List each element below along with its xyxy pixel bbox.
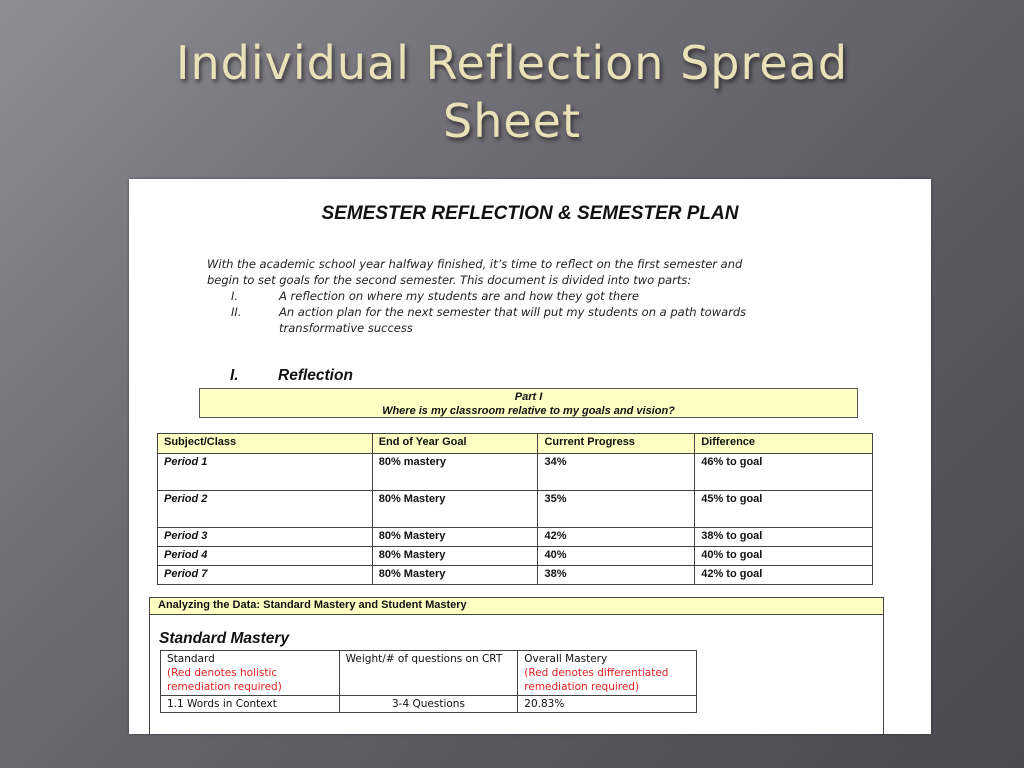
standard-mastery-heading: Standard Mastery xyxy=(159,630,290,647)
list-number xyxy=(231,320,279,336)
header-standard-note: (Red denotes holistic remediation required) xyxy=(167,667,282,693)
section-heading-reflection xyxy=(230,367,353,385)
document-heading: SEMESTER REFLECTION & SEMESTER PLAN xyxy=(321,203,739,224)
header-overall-mastery-title: Overall Mastery xyxy=(524,653,608,665)
cell-goal: 80% mastery xyxy=(372,454,538,491)
header-standard-title: Standard xyxy=(167,653,215,665)
table-row xyxy=(158,566,873,585)
cell-period: Period 2 xyxy=(158,491,373,528)
section-label: Reflection xyxy=(278,367,353,384)
table-row xyxy=(161,696,697,713)
cell-difference: 38% to goal xyxy=(695,528,873,547)
cell-standard: 1.1 Words in Context xyxy=(161,696,340,713)
analysis-section xyxy=(149,597,884,734)
cell-period: Period 7 xyxy=(158,566,373,585)
list-item xyxy=(231,288,827,304)
document-image xyxy=(129,179,931,734)
header-standard xyxy=(161,651,340,696)
part-box-line-2: Where is my classroom relative to my goals and vision? xyxy=(382,405,675,417)
goals-table xyxy=(157,433,873,585)
header-difference: Difference xyxy=(695,434,873,454)
cell-period: Period 1 xyxy=(158,454,373,491)
header-subject-class: Subject/Class xyxy=(158,434,373,454)
cell-goal: 80% Mastery xyxy=(372,528,538,547)
header-weight-title: Weight/# of questions on CRT xyxy=(345,653,503,665)
list-number: I. xyxy=(231,289,239,303)
cell-difference: 42% to goal xyxy=(695,566,873,585)
slide-title xyxy=(60,34,964,150)
standard-mastery-table xyxy=(160,650,697,713)
cell-progress: 38% xyxy=(538,566,695,585)
intro-line-1: With the academic school year halfway finished, it’s time to reflect on the first semester and xyxy=(207,257,743,271)
list-text: A reflection on where my students are and how they got there xyxy=(279,289,640,303)
header-overall-mastery-note: (Red denotes differentiated remediation required) xyxy=(524,667,669,693)
cell-progress: 42% xyxy=(538,528,695,547)
part-one-box xyxy=(199,388,858,418)
header-weight xyxy=(339,651,518,696)
list-text: transformative success xyxy=(279,321,413,335)
table-header-row xyxy=(158,434,873,454)
list-item xyxy=(231,320,827,336)
header-current-progress: Current Progress xyxy=(538,434,695,454)
table-row xyxy=(158,547,873,566)
cell-progress: 35% xyxy=(538,491,695,528)
analysis-header-bar: Analyzing the Data: Standard Mastery and Student Mastery xyxy=(150,598,883,615)
header-overall-mastery xyxy=(518,651,697,696)
slide-title-line-2: Sheet xyxy=(443,94,581,148)
section-number: I. xyxy=(230,367,239,384)
cell-goal: 80% Mastery xyxy=(372,547,538,566)
cell-mastery: 20.83% xyxy=(518,696,697,713)
table-row xyxy=(158,491,873,528)
cell-difference: 45% to goal xyxy=(695,491,873,528)
table-header-row xyxy=(161,651,697,696)
cell-period: Period 4 xyxy=(158,547,373,566)
intro-text xyxy=(207,256,827,336)
cell-weight: 3-4 Questions xyxy=(339,696,518,713)
cell-difference: 40% to goal xyxy=(695,547,873,566)
list-number: II. xyxy=(231,305,242,319)
cell-difference: 46% to goal xyxy=(695,454,873,491)
cell-period: Period 3 xyxy=(158,528,373,547)
cell-progress: 40% xyxy=(538,547,695,566)
cell-progress: 34% xyxy=(538,454,695,491)
intro-line-2: begin to set goals for the second semester. This document is divided into two parts: xyxy=(207,273,692,287)
table-row xyxy=(158,528,873,547)
cell-goal: 80% Mastery xyxy=(372,566,538,585)
list-item xyxy=(231,304,827,320)
part-box-line-1: Part I xyxy=(514,391,543,403)
list-text: An action plan for the next semester that will put my students on a path towards xyxy=(279,305,747,319)
table-row xyxy=(158,454,873,491)
slide-title-line-1: Individual Reflection Spread xyxy=(175,36,849,90)
header-end-of-year-goal: End of Year Goal xyxy=(372,434,538,454)
cell-goal: 80% Mastery xyxy=(372,491,538,528)
